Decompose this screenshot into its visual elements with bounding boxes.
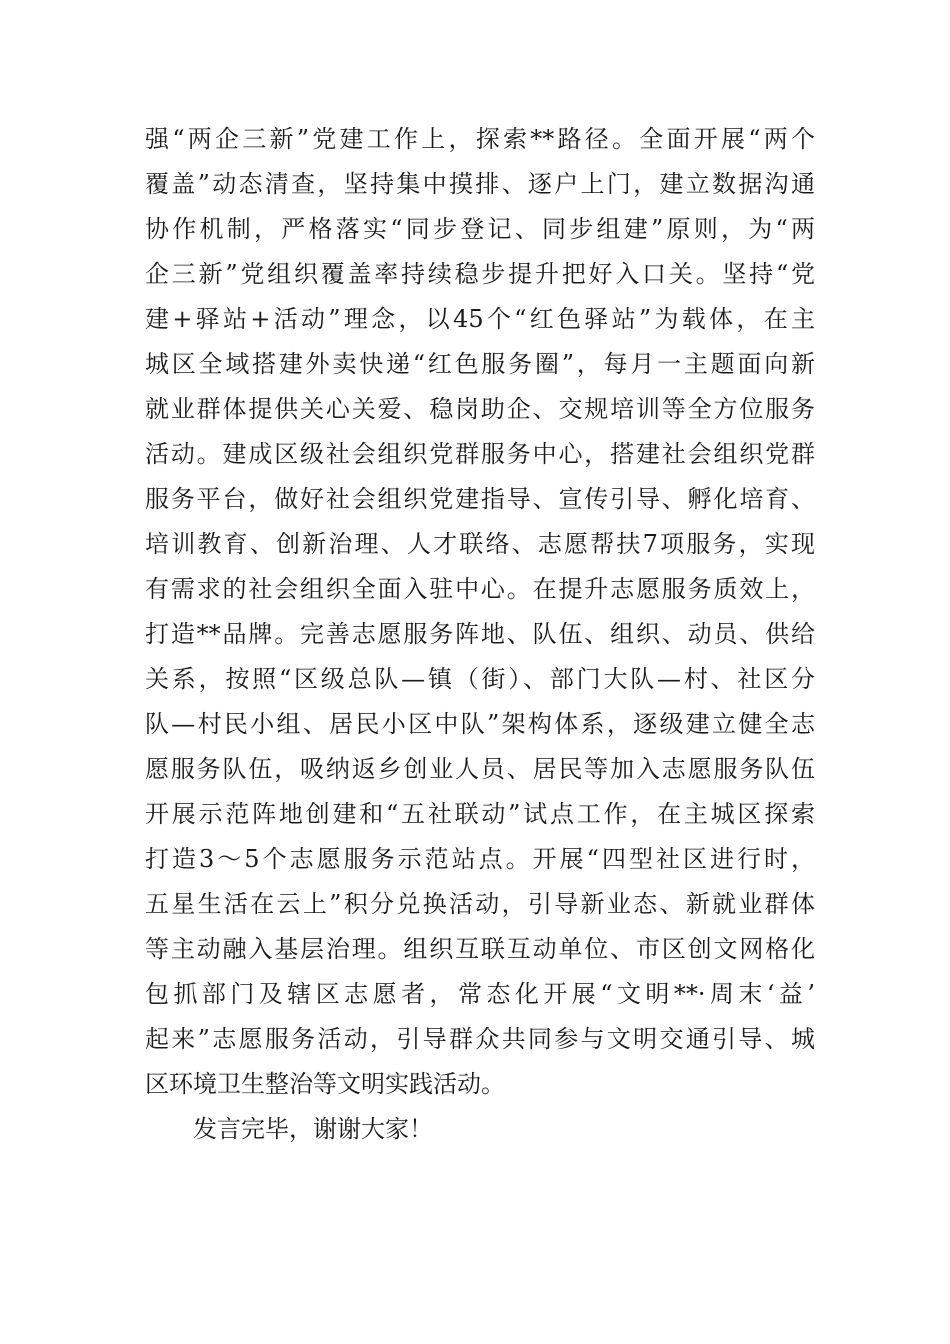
paragraph-line-3: 协作机制，严格落实“同步登记、同步组建”原则，为“两 — [145, 215, 815, 243]
paragraph-line-6: 城区全域搭建外卖快递“红色服务圈”，每月一主题面向新 — [145, 350, 815, 378]
paragraph-line-8: 活动。建成区级社会组织党群服务中心，搭建社会组织党群 — [145, 440, 815, 468]
paragraph-line-10: 培训教育、创新治理、人才联络、志愿帮扶7项服务，实现 — [145, 530, 815, 558]
paragraph-line-2: 覆盖”动态清查，坚持集中摸排、逐户上门，建立数据沟通 — [145, 170, 815, 198]
paragraph-line-20: 包抓部门及辖区志愿者，常态化开展“文明**·周末‘益’ — [145, 980, 815, 1008]
paragraph-line-7: 就业群体提供关心关爱、稳岗助企、交规培训等全方位服务 — [145, 395, 815, 423]
paragraph-line-5: 建+驿站+活动”理念，以45个“红色驿站”为载体，在主 — [145, 305, 815, 333]
closing-remark: 发言完毕，谢谢大家！ — [193, 1115, 433, 1143]
paragraph-line-17: 打造3～5个志愿服务示范站点。开展“四型社区进行时， — [145, 845, 815, 873]
paragraph-line-13: 关系，按照“区级总队—镇（街）、部门大队—村、社区分 — [145, 665, 815, 693]
paragraph-line-4: 企三新”党组织覆盖率持续稳步提升把好入口关。坚持“党 — [145, 260, 815, 288]
paragraph-line-15: 愿服务队伍，吸纳返乡创业人员、居民等加入志愿服务队伍 — [145, 755, 815, 783]
paragraph-line-22: 区环境卫生整治等文明实践活动。 — [145, 1070, 505, 1098]
paragraph-line-12: 打造**品牌。完善志愿服务阵地、队伍、组织、动员、供给 — [145, 620, 815, 648]
document-body — [145, 117, 815, 1152]
paragraph-line-21: 起来”志愿服务活动，引导群众共同参与文明交通引导、城 — [145, 1025, 815, 1053]
paragraph-line-11: 有需求的社会组织全面入驻中心。在提升志愿服务质效上， — [145, 575, 815, 603]
paragraph-line-14: 队—村民小组、居民小区中队”架构体系，逐级建立健全志 — [145, 710, 815, 738]
paragraph-line-19: 等主动融入基层治理。组织互联互动单位、市区创文网格化 — [145, 935, 815, 963]
paragraph-line-16: 开展示范阵地创建和“五社联动”试点工作，在主城区探索 — [145, 800, 815, 828]
paragraph-line-9: 服务平台，做好社会组织党建指导、宣传引导、孵化培育、 — [145, 485, 815, 513]
paragraph-line-18: 五星生活在云上”积分兑换活动，引导新业态、新就业群体 — [145, 890, 815, 918]
paragraph-line-1: 强“两企三新”党建工作上，探索**路径。全面开展“两个 — [145, 125, 815, 153]
